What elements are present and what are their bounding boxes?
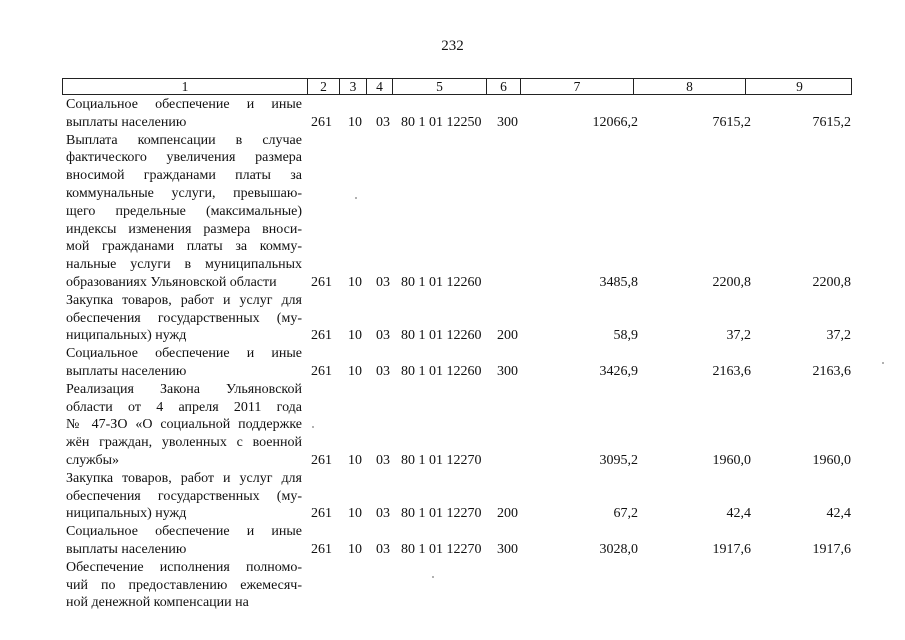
cell-col-9: 42,4 xyxy=(826,506,851,522)
cell-col-7: 3485,8 xyxy=(599,274,638,290)
description-line: индексы изменения размера вноси- xyxy=(66,221,302,237)
description-line: нальные услуги в муниципальных xyxy=(66,257,302,273)
cell-col-5: 80 1 01 12260 xyxy=(401,328,482,344)
table-row xyxy=(0,381,905,470)
cell-col-8: 1960,0 xyxy=(712,452,751,468)
cell-col-2: 261 xyxy=(311,328,332,344)
table-row xyxy=(0,523,905,559)
description-line: Социальное обеспечение и иные xyxy=(66,524,302,540)
cell-col-5: 80 1 01 12270 xyxy=(401,506,482,522)
cell-col-2: 261 xyxy=(311,541,332,557)
cell-col-9: 1960,0 xyxy=(812,452,851,468)
cell-col-4: 03 xyxy=(376,114,390,130)
cell-col-3: 10 xyxy=(348,114,362,130)
cell-col-7: 3426,9 xyxy=(599,363,638,379)
cell-col-4: 03 xyxy=(376,541,390,557)
description-line: Социальное обеспечение и иные xyxy=(66,97,302,112)
description-line: Социальное обеспечение и иные xyxy=(66,346,302,362)
cell-col-3: 10 xyxy=(348,541,362,557)
table-header xyxy=(62,78,852,95)
cell-col-3: 10 xyxy=(348,452,362,468)
cell-col-2: 261 xyxy=(311,452,332,468)
description-line: обеспечения государственных (му- xyxy=(66,310,302,326)
cell-col-6: 200 xyxy=(497,328,518,344)
row-description xyxy=(66,559,302,612)
cell-col-7: 3028,0 xyxy=(599,541,638,557)
cell-col-3: 10 xyxy=(348,363,362,379)
cell-col-7: 67,2 xyxy=(613,506,638,522)
header-col-9: 9 xyxy=(745,79,853,94)
cell-col-2: 261 xyxy=(311,363,332,379)
description-line: жён граждан, уволенных с военной xyxy=(66,435,302,451)
row-description xyxy=(66,132,302,292)
description-line: мой гражданами платы за комму- xyxy=(66,239,302,255)
description-line: щего предельные (максимальные) xyxy=(66,203,302,219)
description-line: коммунальные услуги, превышаю- xyxy=(66,185,302,201)
row-description xyxy=(66,523,302,559)
cell-col-8: 37,2 xyxy=(726,328,751,344)
description-line: области от 4 апреля 2011 года xyxy=(66,399,302,415)
cell-col-6: 300 xyxy=(497,363,518,379)
cell-col-7: 58,9 xyxy=(613,328,638,344)
cell-col-2: 261 xyxy=(311,114,332,130)
row-description xyxy=(66,470,302,523)
description-line: службы» xyxy=(66,452,120,468)
cell-col-8: 2200,8 xyxy=(712,274,751,290)
header-col-4: 4 xyxy=(366,79,392,94)
cell-col-4: 03 xyxy=(376,452,390,468)
cell-col-5: 80 1 01 12250 xyxy=(401,114,482,130)
description-line: № 47-ЗО «О социальной поддержке xyxy=(66,417,302,433)
cell-col-9: 7615,2 xyxy=(812,114,851,130)
cell-col-4: 03 xyxy=(376,363,390,379)
cell-col-5: 80 1 01 12260 xyxy=(401,363,482,379)
header-col-1: 1 xyxy=(181,79,189,94)
cell-col-6: 300 xyxy=(497,541,518,557)
description-line: Реализация Закона Ульяновской xyxy=(66,381,302,397)
table-row xyxy=(0,292,905,345)
cell-col-2: 261 xyxy=(311,506,332,522)
cell-col-7: 12066,2 xyxy=(592,114,638,130)
cell-col-6: 200 xyxy=(497,506,518,522)
header-col-8: 8 xyxy=(633,79,745,94)
cell-col-8: 7615,2 xyxy=(712,114,751,130)
description-line: вносимой гражданами платы за xyxy=(66,168,302,184)
header-col-2: 2 xyxy=(307,79,339,94)
description-line: ной денежной компенсации на xyxy=(66,595,249,611)
description-line: выплаты населению xyxy=(66,114,187,130)
cell-col-6: 300 xyxy=(497,114,518,130)
description-line: выплаты населению xyxy=(66,363,187,379)
table-row xyxy=(0,345,905,381)
cell-col-9: 1917,6 xyxy=(812,541,851,557)
row-description xyxy=(66,96,302,132)
cell-col-8: 2163,6 xyxy=(712,363,751,379)
description-line: Закупка товаров, работ и услуг для xyxy=(66,292,302,308)
description-line: Обеспечение исполнения полномо- xyxy=(66,559,302,575)
description-line: Закупка товаров, работ и услуг для xyxy=(66,470,302,486)
cell-col-9: 2163,6 xyxy=(812,363,851,379)
cell-col-9: 2200,8 xyxy=(812,274,851,290)
row-description xyxy=(66,345,302,381)
description-line: чий по предоставлению ежемесяч- xyxy=(66,577,302,593)
table-row xyxy=(0,559,905,612)
description-line: фактического увеличения размера xyxy=(66,150,302,166)
table-row xyxy=(0,132,905,292)
cell-col-4: 03 xyxy=(376,274,390,290)
table-row xyxy=(0,470,905,523)
cell-col-8: 1917,6 xyxy=(712,541,751,557)
cell-col-5: 80 1 01 12270 xyxy=(401,541,482,557)
cell-col-7: 3095,2 xyxy=(599,452,638,468)
description-line: выплаты населению xyxy=(66,541,187,557)
cell-col-2: 261 xyxy=(311,274,332,290)
row-description xyxy=(66,292,302,345)
table-row xyxy=(0,96,905,132)
description-line: образованиях Ульяновской области xyxy=(66,274,277,290)
scan-speck xyxy=(355,197,357,199)
cell-col-4: 03 xyxy=(376,506,390,522)
header-col-5: 5 xyxy=(392,79,486,94)
header-col-6: 6 xyxy=(486,79,520,94)
cell-col-8: 42,4 xyxy=(726,506,751,522)
row-description xyxy=(66,381,302,470)
scan-speck xyxy=(432,576,434,578)
page-number: 232 xyxy=(441,38,464,54)
cell-col-5: 80 1 01 12260 xyxy=(401,274,482,290)
cell-col-3: 10 xyxy=(348,328,362,344)
description-line: обеспечения государственных (му- xyxy=(66,488,302,504)
cell-col-3: 10 xyxy=(348,274,362,290)
header-col-7: 7 xyxy=(520,79,633,94)
cell-col-5: 80 1 01 12270 xyxy=(401,452,482,468)
cell-col-3: 10 xyxy=(348,506,362,522)
description-line: ниципальных) нужд xyxy=(66,506,187,522)
cell-col-4: 03 xyxy=(376,328,390,344)
cell-col-9: 37,2 xyxy=(826,328,851,344)
description-line: Выплата компенсации в случае xyxy=(66,132,302,148)
scan-speck xyxy=(312,426,314,428)
scan-speck xyxy=(882,362,884,364)
header-col-3: 3 xyxy=(339,79,366,94)
description-line: ниципальных) нужд xyxy=(66,328,187,344)
